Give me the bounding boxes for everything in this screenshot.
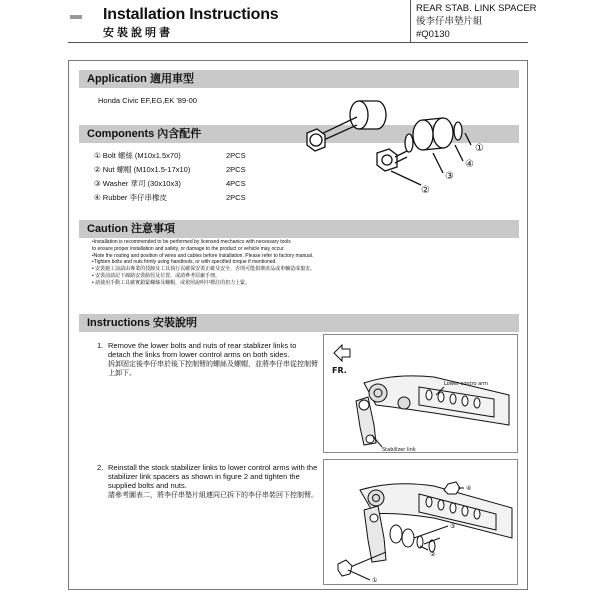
- fig1-stab-link-label: Stabilizer link: [382, 447, 416, 452]
- figure-2-drawing: [324, 460, 517, 584]
- header-divider: [410, 0, 411, 43]
- caution-line: • 安裝前請記下線路安裝路徑及位置，或請參考原廠手冊。: [92, 272, 221, 279]
- figure-1: [323, 334, 518, 453]
- step-text-en: Reinstall the stock stabilizer links to lower control arms with the stabilizer link spacers as shown in figure 2 and tighten the supplied bolts and nuts.: [108, 463, 318, 490]
- component-item-rubber: ④ Rubber 李仔串橡皮: [94, 193, 167, 202]
- caution-line: •Tighten bolts and nuts firmly using handtools, or with specified torque if mentioned.: [92, 259, 277, 266]
- caution-heading: Caution 注意事項: [79, 220, 519, 238]
- callout-1: ①: [475, 143, 484, 154]
- callout-3: ③: [445, 171, 454, 182]
- product-info: [416, 2, 537, 41]
- component-item-bolt: ① Bolt 螺絲 (M10x1.5x70): [94, 151, 181, 160]
- product-name-cn: 後李仔串墊片組: [416, 16, 483, 27]
- step-number: 1.: [97, 341, 104, 350]
- component-item-nut: ② Nut 螺帽 (M10x1.5-17x10): [94, 165, 191, 174]
- application-text: Honda Civic EF,EG,EK '89-00: [98, 96, 197, 105]
- component-qty-bolt: 2PCS: [226, 151, 246, 160]
- figure-1-drawing: [324, 335, 517, 452]
- instruction-step-1: [97, 341, 319, 378]
- caution-line: •Installation is recommended to be performed by licensed mechanics with necessary tools: [92, 239, 291, 245]
- callout-2: ②: [421, 185, 430, 196]
- instruction-step-2: [97, 463, 322, 500]
- fig2-callout-1: ①: [372, 577, 378, 584]
- callout-4: ④: [465, 159, 474, 170]
- product-name: REAR STAB. LINK SPACER: [416, 3, 537, 14]
- component-qty-washer: 4PCS: [226, 179, 246, 188]
- caution-line: • 安裝施工前請由專業的技師及工具執行以確保安裝正確及安全，否則可能損壞產品或車輛造成傷害。: [92, 266, 316, 273]
- caution-line: to ensure proper installation and safety, or damage to the product or vehicle may occur.: [92, 245, 285, 252]
- component-qty-nut: 2PCS: [226, 165, 246, 174]
- header-rule: [68, 42, 528, 43]
- fig1-fr-label: FR.: [332, 366, 347, 375]
- step-text-cn: 請參考圖表二，將李仔串墊片組連同已拆下的李仔串裝回下控制臂。: [108, 492, 318, 499]
- fig2-callout-2: ②: [430, 551, 436, 558]
- component-qty-rubber: 2PCS: [226, 193, 246, 202]
- header-decoration: [70, 15, 82, 19]
- figure-2: [323, 459, 518, 585]
- caution-line: • 請使用手動工具確實鎖緊螺絲及螺帽，或依照說明中標註的扭力上緊。: [92, 279, 251, 286]
- caution-line: •Note the routing and position of wires and cables before installation. Please refer to factory manual.: [92, 252, 314, 259]
- fig2-callout-3: ③: [450, 523, 456, 530]
- step-text-cn: 拆卸固定後李仔串於後下控制臂的螺絲及螺帽，並將李仔串從控制臂上卸下。: [108, 361, 318, 377]
- caution-text: [92, 239, 422, 287]
- step-number: 2.: [97, 463, 104, 472]
- part-number: #Q0130: [416, 29, 450, 40]
- page-subtitle: 安裝說明書: [103, 27, 173, 39]
- component-item-washer: ③ Washer 華司 (30x10x3): [94, 179, 181, 188]
- fig2-callout-4: ④: [466, 485, 472, 492]
- components-illustration: [295, 95, 505, 205]
- application-heading: Application 適用車型: [79, 70, 519, 88]
- step-text-en: Remove the lower bolts and nuts of rear stablizer links to detach the links from lower control arms on both sides.: [108, 341, 297, 359]
- components-heading: Components 內含配件: [79, 125, 519, 143]
- page-title: Installation Instructions: [103, 6, 279, 23]
- instructions-heading: Instructions 安裝說明: [79, 314, 519, 332]
- fig1-lower-arm-label: Lower contro arm: [444, 381, 489, 387]
